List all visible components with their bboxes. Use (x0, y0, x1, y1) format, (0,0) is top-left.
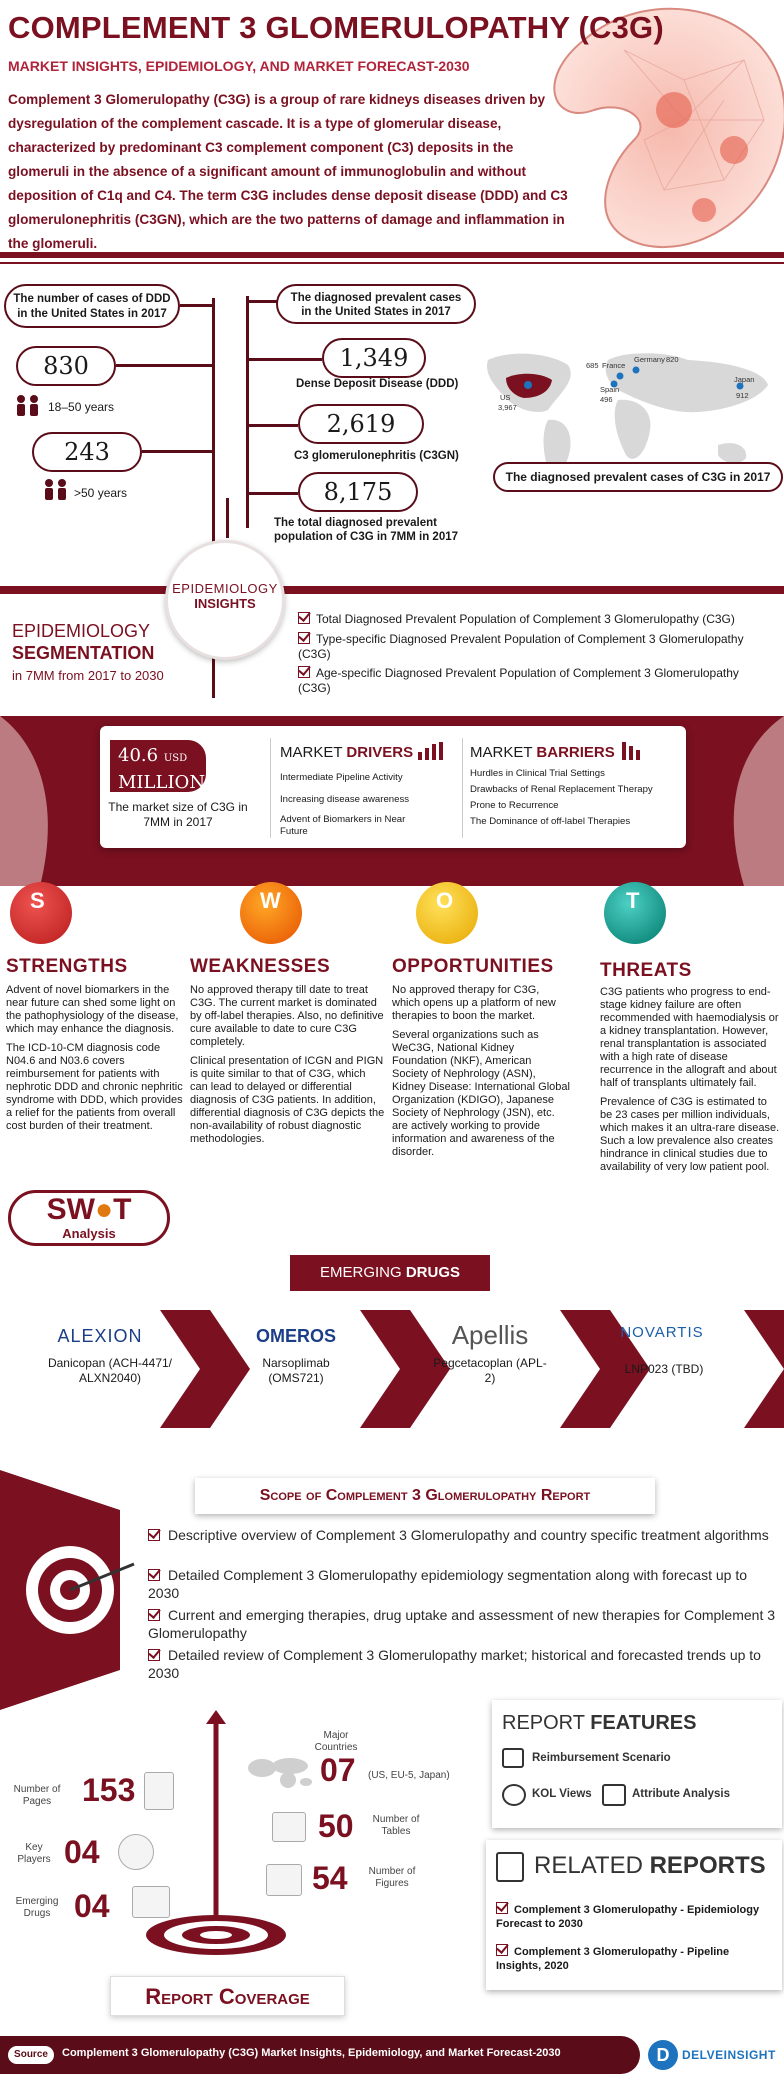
table-icon (272, 1812, 306, 1842)
checkbox-icon (298, 632, 310, 644)
weaknesses-letter: W (260, 888, 281, 913)
emerging-drugs-title (290, 1255, 490, 1291)
countries-label: Major Countries (314, 1730, 358, 1753)
players-label: Key Players (17, 1842, 51, 1865)
opportunities-title: OPPORTUNITIES (392, 956, 554, 977)
related-item[interactable] (496, 1902, 766, 1931)
segmentation-title-line1: EPIDEMIOLOGY (12, 621, 151, 641)
segmentation-item (298, 666, 768, 696)
drug-name: Danicopan (ACH-4471/ ALXN2040) (47, 1356, 173, 1385)
checkbox-icon (298, 612, 310, 624)
drug-name: LNP023 (TBD) (624, 1362, 704, 1376)
figures-label: Number of Figures (368, 1866, 416, 1889)
alexion-logo: ALEXION (57, 1326, 143, 1346)
weaknesses-title: WEAKNESSES (190, 956, 331, 977)
connector-line (248, 492, 298, 495)
barrier-item: Prone to Recurrence (470, 800, 559, 811)
kol-views-icon (502, 1784, 526, 1806)
weaknesses-p2: Clinical presentation of ICGN and PIGN is quite similar to that of C3G, which can lead to delayed or differential diagnosis of C3G patients. In addition, differential diagnosis of C3G depicts the non-availability of robust diagnostic methodologies. (190, 1055, 385, 1145)
pages-label: Number of Pages (13, 1784, 61, 1807)
figure-icon (266, 1864, 302, 1896)
segmentation-title (12, 620, 154, 664)
related-title-b: REPORTS (649, 1852, 766, 1879)
pills-icon (132, 1886, 170, 1918)
scope-item-text: Detailed Complement 3 Glomerulopathy epidemiology segmentation along with forecast up to 2030 (148, 1567, 747, 1601)
tables-label: Number of Tables (372, 1814, 420, 1837)
map-value-france: 685 (586, 361, 599, 370)
document-icon (144, 1772, 174, 1810)
c3gn-label: C3 glomerulonephritis (C3GN) (294, 450, 459, 462)
map-label-spain: Spain (600, 385, 620, 394)
emerging-title-a: EMERGING (319, 1264, 406, 1281)
brand-name: DELVEINSIGHT (682, 2048, 776, 2062)
checkbox-icon (496, 1944, 508, 1956)
strengths-title: STRENGTHS (6, 956, 128, 977)
countries-detail: (US, EU-5, Japan) (368, 1770, 450, 1781)
connector-line (226, 498, 229, 538)
scope-item (148, 1606, 778, 1642)
delveinsight-logo[interactable] (648, 2036, 780, 2076)
driver-item: Increasing disease awareness (280, 794, 410, 805)
barriers-title-a: MARKET (470, 744, 537, 761)
map-label-us: US (500, 393, 511, 402)
connector-line (142, 450, 214, 453)
segmentation-item-text: Age-specific Diagnosed Prevalent Population of Complement 3 Glomerulopathy (C3G) (298, 666, 739, 695)
segmentation-item-text: Type-specific Diagnosed Prevalent Population of Complement 3 Glomerulopathy (C3G) (298, 632, 744, 661)
drug-name: Narsoplimab (OMS721) (262, 1356, 330, 1385)
drivers-title-b: DRIVERS (346, 744, 414, 761)
map-value-us: 3,967 (498, 403, 517, 412)
connector-line (180, 304, 214, 307)
countries-value: 07 (320, 1752, 356, 1788)
divider (462, 738, 463, 838)
features-title-b: FEATURES (590, 1712, 697, 1734)
market-size-value: 40.6 (118, 745, 159, 766)
driver-item: Intermediate Pipeline Activity (280, 772, 403, 783)
source-badge: Source (8, 2046, 54, 2064)
ddd-prevalent-value: 1,349 (322, 338, 426, 378)
barriers-title-b: BARRIERS (536, 744, 615, 761)
scope-item-text: Current and emerging therapies, drug uptake and assessment of new therapies for Complement 3 Glomerulopathy (148, 1607, 776, 1641)
connector-line (248, 358, 322, 361)
map-value-japan: 912 (736, 391, 749, 400)
map-label-germany: Germany (634, 355, 665, 364)
attribute-analysis-icon (602, 1784, 626, 1806)
connector-line (248, 424, 298, 427)
related-item-text: Complement 3 Glomerulopathy - Pipeline Insights, 2020 (496, 1946, 730, 1972)
segmentation-item (298, 612, 778, 627)
swot-logo-b: T (113, 1193, 132, 1226)
market-size-word: MILLION (118, 772, 206, 793)
players-value: 04 (64, 1834, 100, 1870)
drugs-count-label: Emerging Drugs (15, 1896, 59, 1919)
ddd-cases-label: The number of cases of DDD in the United States in 2017 (4, 284, 180, 328)
swot-logo-o-icon: ● (94, 1193, 114, 1226)
features-title (502, 1712, 697, 1735)
opportunities-text (392, 984, 570, 1165)
swot-logo-a: SW (46, 1193, 95, 1226)
declining-chart-icon (620, 742, 644, 760)
page-subtitle: MARKET INSIGHTS, EPIDEMIOLOGY, AND MARKET FORECAST-2030 (8, 58, 470, 74)
page-title: COMPLEMENT 3 GLOMERULOPATHY (C3G) (8, 10, 664, 45)
related-title-a: RELATED (534, 1852, 650, 1879)
barrier-item: Drawbacks of Renal Replacement Therapy (470, 784, 653, 795)
emerging-title-b: DRUGS (405, 1264, 460, 1281)
market-size-unit: USD (163, 753, 188, 764)
people-icon (14, 394, 44, 418)
feature-item: Reimbursement Scenario (532, 1752, 671, 1764)
checkbox-icon (148, 1649, 160, 1661)
checkbox-icon (148, 1529, 160, 1541)
segmentation-title-line2: SEGMENTATION (12, 643, 155, 663)
c3gn-value: 2,619 (298, 404, 424, 444)
checkbox-icon (148, 1569, 160, 1581)
threats-letter: T (626, 888, 640, 913)
segmentation-item-text: Total Diagnosed Prevalent Population of Complement 3 Glomerulopathy (C3G) (316, 612, 735, 626)
scope-item (148, 1526, 778, 1544)
checkbox-icon (148, 1609, 160, 1621)
reimbursement-icon (502, 1748, 524, 1768)
header (0, 0, 784, 270)
feature-item: Attribute Analysis (632, 1788, 730, 1800)
opportunities-letter: O (436, 888, 454, 913)
divider (270, 738, 271, 838)
omeros-logo: OMEROS (255, 1326, 336, 1346)
checkbox-icon (496, 1902, 508, 1914)
report-icon (496, 1852, 524, 1882)
related-item-text: Complement 3 Glomerulopathy - Epidemiology Forecast to 2030 (496, 1904, 760, 1930)
opportunities-p1: No approved therapy for C3G, which opens up a platform of new therapies to boon the market. (392, 984, 556, 1022)
drugs-count-value: 04 (74, 1888, 110, 1924)
drivers-title (280, 744, 413, 761)
map-label-france: France (602, 361, 626, 370)
swot-logo-sub: Analysis (62, 1226, 116, 1241)
globe-map-icon (244, 1754, 316, 1790)
threats-text (600, 986, 780, 1180)
strengths-p2: The ICD-10-CM diagnosis code N04.6 and N03.6 covers reimbursement for patients with nephrotic DDD and chronic nephritic syndrome with DDD, which provides a relief for the patients from overall cost burden of their treatment. (6, 1042, 183, 1132)
related-title (534, 1852, 766, 1880)
badge-line1: EPIDEMIOLOGY (172, 581, 278, 596)
opportunities-p2: Several organizations such as WeC3G, National Kidney Foundation (NKF), American Society of Nephrology (ASN), Kidney Disease: International Global Organization (KDIGO), Japanese Society of Nephrology (JSN), etc. are actively working to provide information and awareness of the disorder. (392, 1029, 570, 1158)
driver-item: Advent of Biomarkers in Near Future (280, 814, 406, 837)
barrier-item: The Dominance of off-label Therapies (470, 816, 631, 827)
ddd-age1-value: 830 (16, 346, 116, 386)
total-label: The total diagnosed prevalent population of C3G in 7MM in 2017 (274, 517, 459, 543)
novartis-logo: NOVARTIS (620, 1324, 704, 1341)
map-caption: The diagnosed prevalent cases of C3G in 2017 (493, 462, 783, 492)
intro-paragraph: Complement 3 Glomerulopathy (C3G) is a group of rare kidneys diseases driven by dysregulation of the complement cascade. It is a type of glomerular disease, characterized by predominant C3 complement component (C3) deposits in the glomeruli in the absence of a significant amount of immunoglobulin and without deposition of C1q and C4. The term C3G includes dense deposit disease (DDD) and C3 glomerulonephritis (C3GN), which are the two patterns of damage and inflammation in the glomeruli. (8, 92, 568, 251)
divider (0, 586, 784, 594)
ddd-age2-value: 243 (32, 432, 142, 472)
threats-p2: Prevalence of C3G is estimated to be 23 cases per million individuals, which makes it an ultra-rare disease. Such a low prevalence also creates hindrance in clinical studies due to availability of very low patient pool. (600, 1096, 780, 1173)
map-value-germany: 820 (666, 355, 679, 364)
divider (0, 262, 784, 264)
drivers-title-a: MARKET (280, 744, 347, 761)
drug-name: Pegcetacoplan (APL-2) (433, 1356, 547, 1385)
strengths-letter: S (30, 888, 45, 913)
segmentation-subtitle: in 7MM from 2017 to 2030 (12, 668, 164, 683)
tables-value: 50 (318, 1808, 354, 1844)
epidemiology-insights-badge (165, 540, 285, 660)
badge-line2: INSIGHTS (194, 596, 256, 611)
source-text: Complement 3 Glomerulopathy (C3G) Market Insights, Epidemiology, and Market Forecast-2030 (62, 2047, 561, 2059)
scope-item (148, 1566, 778, 1602)
prevalent-label: The diagnosed prevalent cases in the United States in 2017 (276, 284, 476, 324)
scope-item-text: Descriptive overview of Complement 3 Glomerulopathy and country specific treatment algorithms (168, 1527, 769, 1543)
related-reports-box (486, 1840, 782, 1990)
related-item[interactable] (496, 1944, 766, 1973)
figures-value: 54 (312, 1860, 348, 1896)
players-icon (118, 1834, 154, 1870)
threats-title: THREATS (600, 960, 692, 981)
report-features-box (492, 1700, 782, 1828)
scope-title: Scope of Complement 3 Glomerulopathy Report (195, 1478, 655, 1514)
barrier-item: Hurdles in Clinical Trial Settings (470, 768, 605, 779)
strengths-text (6, 984, 184, 1139)
connector-line (116, 364, 214, 367)
features-title-a: REPORT (502, 1712, 591, 1734)
divider (0, 252, 784, 258)
elderly-icon (42, 478, 72, 502)
brand-mark-icon: D (648, 2040, 678, 2070)
ddd-age2-label: >50 years (74, 486, 128, 500)
ddd-age1-label: 18–50 years (48, 400, 115, 414)
map-label-japan: Japan (734, 375, 755, 384)
target-graphic (0, 1470, 140, 1710)
ddd-prevalent-label: Dense Deposit Disease (DDD) (296, 378, 459, 390)
pages-value: 153 (82, 1772, 136, 1808)
apellis-logo: Apellis (451, 1320, 529, 1350)
feature-item: KOL Views (532, 1788, 592, 1800)
weaknesses-text (190, 984, 386, 1152)
market-size-label: The market size of C3G in 7MM in 2017 (108, 800, 248, 829)
scope-item-text: Detailed review of Complement 3 Glomerulopathy market; historical and forecasted trends up to 2030 (148, 1647, 761, 1681)
weaknesses-p1: No approved therapy till date to treat C3G. The current market is dominated by off-label therapies. Also, no definitive cure available to date to cure C3G completely. (190, 984, 384, 1048)
checkbox-icon (298, 666, 310, 678)
barriers-title (470, 744, 615, 761)
scope-item (148, 1646, 778, 1682)
segmentation-item (298, 632, 768, 662)
map-value-spain: 496 (600, 395, 613, 404)
total-value: 8,175 (298, 472, 418, 512)
threats-p1: C3G patients who progress to end-stage kidney failure are often recommended with haemodialysis or a kidney transplantation. However, renal transplantation is associated with a high rate of disease recurrence in the allograft and about half of transplants ultimately fail. (600, 986, 779, 1089)
strengths-p1: Advent of novel biomarkers in the near future can shed some light on the pathophysiology of the disease, which may enhance the diagnosis. (6, 984, 179, 1035)
bar-chart-icon (416, 742, 446, 760)
market-size-badge (110, 740, 206, 792)
coverage-title: Report Coverage (110, 1976, 345, 2016)
connector-line (248, 300, 278, 303)
swot-analysis-logo (8, 1190, 170, 1246)
